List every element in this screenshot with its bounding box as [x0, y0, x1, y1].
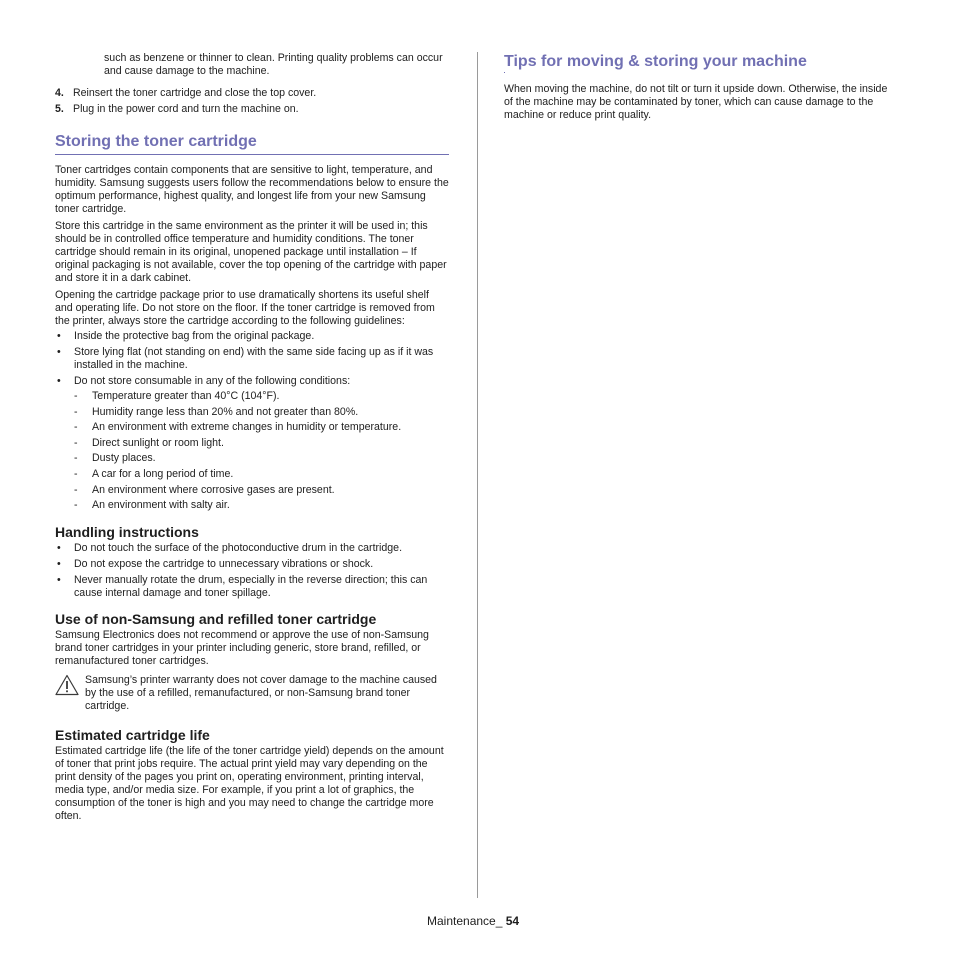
- dash-mark: -: [74, 499, 78, 512]
- bullet-mark: •: [57, 558, 61, 571]
- page-number: 54: [505, 914, 520, 928]
- list-item: [74, 437, 449, 450]
- moving-section-heading: Tips for moving & storing your machine: [504, 53, 807, 70]
- cartridge-life-paragraph: Estimated cartridge life (the life of the toner cartridge yield) depends on the amount of toner that print jobs require. The actual print yield may vary depending on the print density of the pages you print on, operating environment, printing interval, media type, and/or media size. For example, if you print a lot of graphics, the consumption of the toner is high and you may need to change the cartridge more often.: [55, 745, 444, 823]
- step-text: Plug in the power cord and turn the machine on.: [73, 103, 299, 115]
- list-item-text: An environment with extreme changes in humidity or temperature.: [92, 421, 402, 434]
- dash-mark: -: [74, 483, 78, 496]
- list-item-text: Dusty places.: [92, 452, 156, 465]
- guideline-list: [55, 330, 449, 388]
- storing-paragraph: Opening the cartridge package prior to use dramatically shortens its useful shelf and operating life. Do not store on the floor. If the toner cartridge is removed from the printer, always store the cartridge according to the following guidelines:: [55, 289, 435, 327]
- step-item: [55, 103, 449, 116]
- list-item: [55, 558, 449, 571]
- bullet-mark: •: [57, 330, 61, 342]
- warning-triangle-icon: [55, 674, 85, 713]
- continued-paragraph: such as benzene or thinner to clean. Printing quality problems can occur and cause damage to the machine.: [104, 52, 443, 77]
- storing-paragraph: Toner cartridges contain components that are sensitive to light, temperature, and humidity. Samsung suggests users follow the recommendations below to ensure the optimum performance, highest quality, and longest life from your new Samsung toner cartridge.: [55, 164, 449, 215]
- condition-list: [55, 390, 449, 512]
- cartridge-life-heading: Estimated cartridge life: [55, 727, 210, 744]
- list-item-text: Direct sunlight or room light.: [92, 436, 224, 449]
- list-item: [74, 406, 449, 419]
- dash-mark: -: [74, 421, 78, 434]
- dash-mark: -: [74, 390, 78, 402]
- list-item: [74, 484, 449, 497]
- step-item: [55, 87, 449, 100]
- column-divider: [477, 52, 478, 898]
- list-item-text: An environment where corrosive gases are present.: [92, 483, 335, 496]
- step-list: [55, 87, 449, 116]
- caution-text: Samsung’s printer warranty does not cover damage to the machine caused by the use of a refilled, remanufactured, or non-Samsung brand toner cartridge.: [85, 674, 437, 713]
- list-item-text: Store lying flat (not standing on end) with the same side facing up as if it was installed in the machine.: [74, 346, 434, 371]
- list-item: [55, 375, 449, 388]
- list-item: [74, 468, 449, 481]
- dash-mark: -: [74, 467, 78, 480]
- list-item-text: An environment with salty air.: [92, 499, 230, 512]
- list-item: [55, 346, 449, 372]
- non-samsung-heading: Use of non-Samsung and refilled toner cartridge: [55, 611, 377, 628]
- list-item-text: Temperature greater than 40°C (104°F).: [92, 390, 280, 402]
- footer-section-label: Maintenance_: [427, 914, 503, 928]
- list-item: [74, 499, 449, 512]
- step-number: 5.: [55, 103, 64, 115]
- caution-note: [55, 674, 449, 713]
- moving-paragraph: When moving the machine, do not tilt or turn it upside down. Otherwise, the inside of the machine may be contaminated by toner, which can cause damage to the machine or reduce print quality.: [504, 83, 888, 121]
- dash-mark: -: [74, 405, 78, 418]
- list-item: [74, 452, 449, 465]
- list-item-text: Humidity range less than 20% and not greater than 80%.: [92, 405, 359, 418]
- storing-paragraph: Store this cartridge in the same environment as the printer it will be used in; this should be in controlled office temperature and humidity conditions. The toner cartridge should remain in its original, unopened package until installation – If original packaging is not available, cover the top opening of the cartridge with paper and store it in a dark cabinet.: [55, 220, 447, 284]
- bullet-mark: •: [57, 542, 61, 555]
- list-item-text: Do not store consumable in any of the following conditions:: [74, 375, 351, 387]
- handling-list: [55, 542, 449, 600]
- list-item: [74, 390, 449, 403]
- right-column: [504, 52, 899, 122]
- list-item-text: Do not touch the surface of the photoconductive drum in the cartridge.: [74, 542, 403, 555]
- list-item: [55, 330, 449, 343]
- heading-rule: [504, 72, 505, 73]
- left-column: [55, 52, 449, 823]
- step-number: 4.: [55, 87, 64, 99]
- step-text: Reinsert the toner cartridge and close the top cover.: [73, 87, 317, 99]
- bullet-mark: •: [57, 574, 61, 587]
- list-item-text: Never manually rotate the drum, especially in the reverse direction; this can cause internal damage and toner spillage.: [74, 574, 428, 600]
- bullet-mark: •: [57, 375, 61, 387]
- list-item: [74, 421, 449, 434]
- bullet-mark: •: [57, 346, 61, 358]
- list-item: [55, 542, 449, 555]
- non-samsung-paragraph: Samsung Electronics does not recommend or approve the use of non-Samsung brand toner cartridges in your printer including generic, store brand, refilled, or remanufactured toner cartridges.: [55, 629, 429, 668]
- list-item-text: Inside the protective bag from the original package.: [74, 330, 315, 342]
- handling-heading: Handling instructions: [55, 524, 199, 541]
- page-footer: [427, 914, 519, 928]
- list-item-text: A car for a long period of time.: [92, 467, 234, 480]
- storing-section-heading: Storing the toner cartridge: [55, 132, 449, 155]
- dash-mark: -: [74, 452, 78, 465]
- list-item-text: Do not expose the cartridge to unnecessary vibrations or shock.: [74, 558, 374, 571]
- dash-mark: -: [74, 436, 78, 449]
- list-item: [55, 574, 449, 600]
